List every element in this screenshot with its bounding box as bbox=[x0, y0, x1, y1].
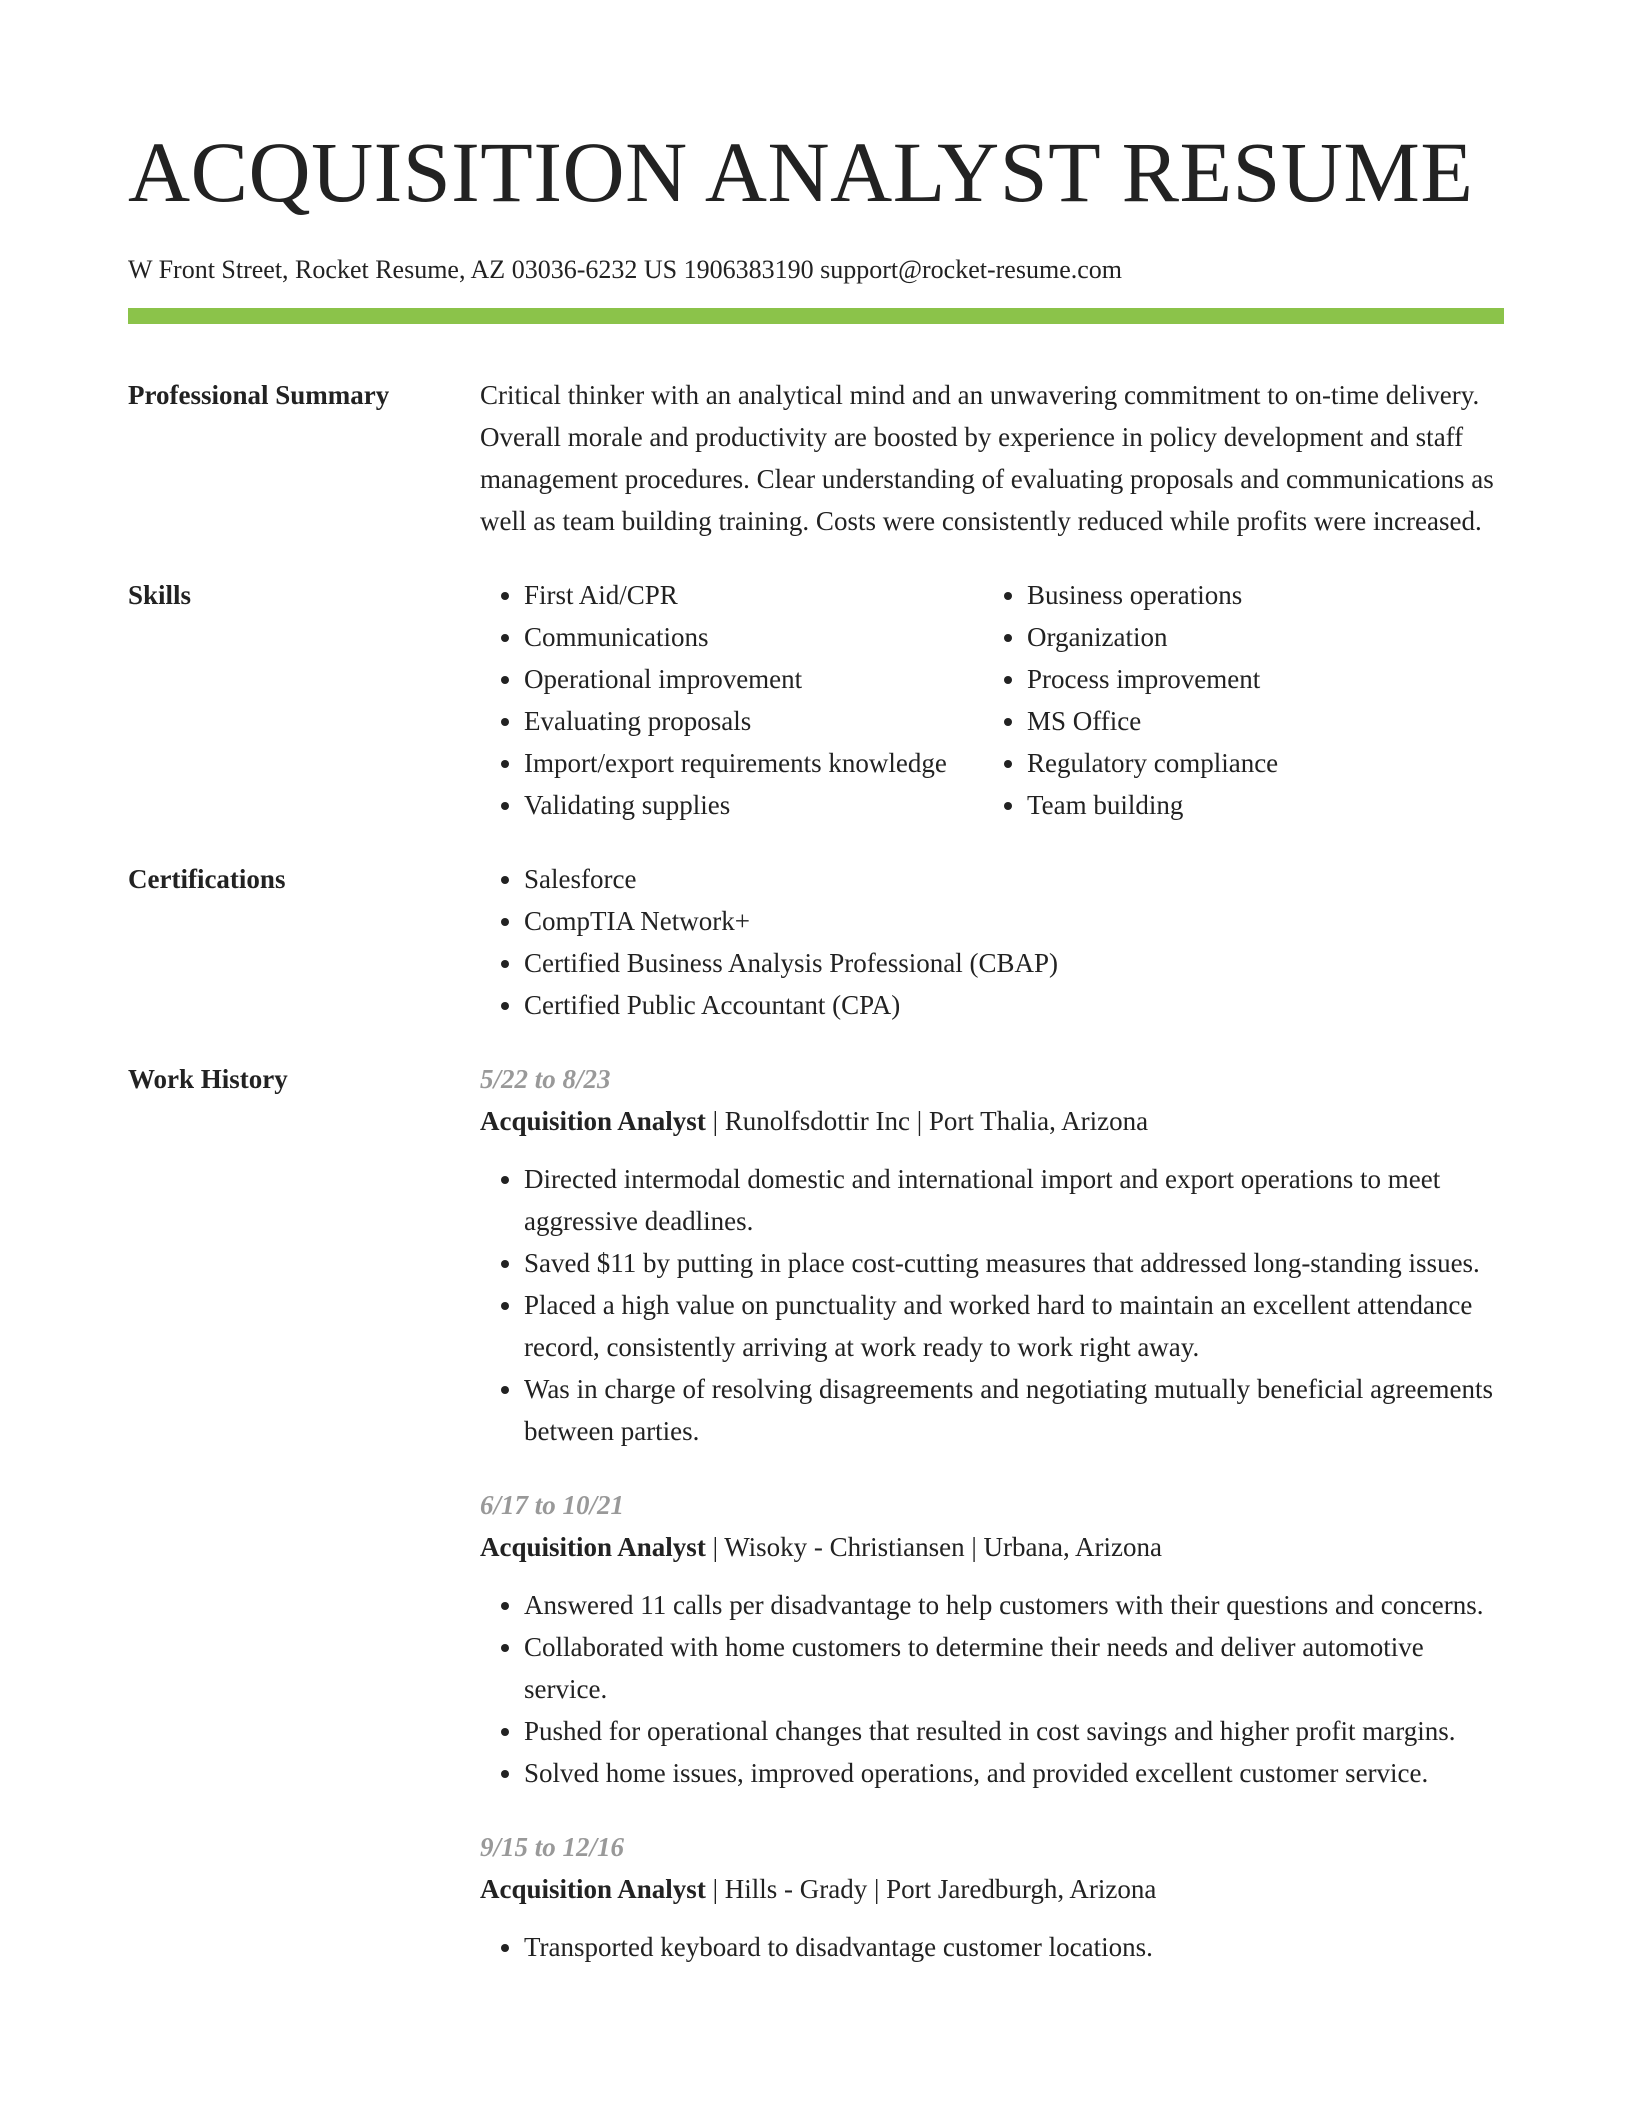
job-separator: | bbox=[867, 1874, 887, 1904]
job-entry bbox=[480, 1058, 1504, 1452]
certification-item: • Certified Business Analysis Professional (CBAP) bbox=[524, 942, 1504, 984]
job-title-line bbox=[480, 1526, 1504, 1568]
certifications-body bbox=[480, 858, 1504, 1026]
job-entry bbox=[480, 1484, 1504, 1794]
contact-line: W Front Street, Rocket Resume, AZ 03036-6232 US 1906383190 support@rocket-resume.com bbox=[128, 255, 1122, 284]
skill-item: • Operational improvement bbox=[524, 658, 983, 700]
skills-column-left bbox=[480, 574, 983, 826]
job-bullet: • Placed a high value on punctuality and worked hard to maintain an excellent attendance record, consistently arriving at work ready to work right away. bbox=[524, 1284, 1504, 1368]
certification-item: • Certified Public Accountant (CPA) bbox=[524, 984, 1504, 1026]
resume-title: ACQUISITION ANALYST RESUME bbox=[128, 124, 1474, 220]
summary-section bbox=[128, 374, 1504, 542]
job-separator: | bbox=[705, 1106, 725, 1136]
work-history-section bbox=[128, 1058, 1504, 1968]
job-bullet: • Pushed for operational changes that resulted in cost savings and higher profit margins. bbox=[524, 1710, 1504, 1752]
job-separator: | bbox=[705, 1874, 725, 1904]
skill-item: • First Aid/CPR bbox=[524, 574, 983, 616]
skill-item: • Regulatory compliance bbox=[1027, 742, 1504, 784]
job-bullet: • Transported keyboard to disadvantage customer locations. bbox=[524, 1926, 1504, 1968]
resume-page bbox=[128, 0, 1504, 1968]
job-title-line bbox=[480, 1868, 1504, 1910]
work-history-body bbox=[480, 1058, 1504, 1968]
skills-heading: Skills bbox=[128, 580, 192, 610]
skill-item: • Communications bbox=[524, 616, 983, 658]
job-title: Acquisition Analyst bbox=[480, 1106, 706, 1136]
skill-item: • Organization bbox=[1027, 616, 1504, 658]
job-entry bbox=[480, 1826, 1504, 1968]
skill-item: • Evaluating proposals bbox=[524, 700, 983, 742]
skills-list-right bbox=[983, 574, 1504, 826]
skill-item: • Import/export requirements knowledge bbox=[524, 742, 983, 784]
job-location: Port Thalia, Arizona bbox=[928, 1106, 1149, 1136]
job-title: Acquisition Analyst bbox=[480, 1532, 706, 1562]
work-history-heading: Work History bbox=[128, 1064, 288, 1094]
skill-item: • Business operations bbox=[1027, 574, 1504, 616]
summary-text: Critical thinker with an analytical mind and an unwavering commitment to on-time delivery. Overall morale and productivity are boosted by experience in policy development and staff management procedures. Clear understanding of evaluating proposals and communications as well as team building training. Costs were consistently reduced while profits were increased. bbox=[480, 380, 1494, 536]
job-separator: | bbox=[705, 1532, 725, 1562]
skills-body bbox=[480, 574, 1504, 826]
job-company: Hills - Grady bbox=[724, 1874, 868, 1904]
job-bullets bbox=[480, 1926, 1504, 1968]
job-company: Runolfsdottir Inc bbox=[724, 1106, 910, 1136]
certifications-heading: Certifications bbox=[128, 864, 286, 894]
job-bullet: • Directed intermodal domestic and international import and export operations to meet aggressive deadlines. bbox=[524, 1158, 1504, 1242]
job-bullets bbox=[480, 1584, 1504, 1794]
job-dates: 5/22 to 8/23 bbox=[480, 1064, 611, 1094]
job-location: Urbana, Arizona bbox=[983, 1532, 1162, 1562]
job-dates: 6/17 to 10/21 bbox=[480, 1490, 625, 1520]
job-bullets bbox=[480, 1158, 1504, 1452]
job-bullet: • Solved home issues, improved operations, and provided excellent customer service. bbox=[524, 1752, 1504, 1794]
certification-item: • Salesforce bbox=[524, 858, 1504, 900]
skills-list-left bbox=[480, 574, 983, 826]
job-bullet: • Was in charge of resolving disagreements and negotiating mutually beneficial agreements between parties. bbox=[524, 1368, 1504, 1452]
job-title: Acquisition Analyst bbox=[480, 1874, 706, 1904]
certifications-section bbox=[128, 858, 1504, 1026]
skill-item: • Validating supplies bbox=[524, 784, 983, 826]
job-dates: 9/15 to 12/16 bbox=[480, 1832, 625, 1862]
certification-item: • CompTIA Network+ bbox=[524, 900, 1504, 942]
job-location: Port Jaredburgh, Arizona bbox=[886, 1874, 1157, 1904]
summary-heading: Professional Summary bbox=[128, 380, 390, 410]
accent-divider bbox=[128, 308, 1504, 324]
skill-item: • Team building bbox=[1027, 784, 1504, 826]
job-bullet: • Saved $11 by putting in place cost-cutting measures that addressed long-standing issues. bbox=[524, 1242, 1504, 1284]
skill-item: • MS Office bbox=[1027, 700, 1504, 742]
job-company: Wisoky - Christiansen bbox=[724, 1532, 965, 1562]
certifications-list bbox=[480, 858, 1504, 1026]
skills-column-right bbox=[983, 574, 1504, 826]
job-bullet: • Collaborated with home customers to determine their needs and deliver automotive service. bbox=[524, 1626, 1504, 1710]
skill-item: • Process improvement bbox=[1027, 658, 1504, 700]
job-separator: | bbox=[964, 1532, 984, 1562]
job-separator: | bbox=[909, 1106, 929, 1136]
skills-columns bbox=[480, 574, 1504, 826]
skills-section bbox=[128, 574, 1504, 826]
job-title-line bbox=[480, 1100, 1504, 1142]
job-bullet: • Answered 11 calls per disadvantage to help customers with their questions and concerns. bbox=[524, 1584, 1504, 1626]
